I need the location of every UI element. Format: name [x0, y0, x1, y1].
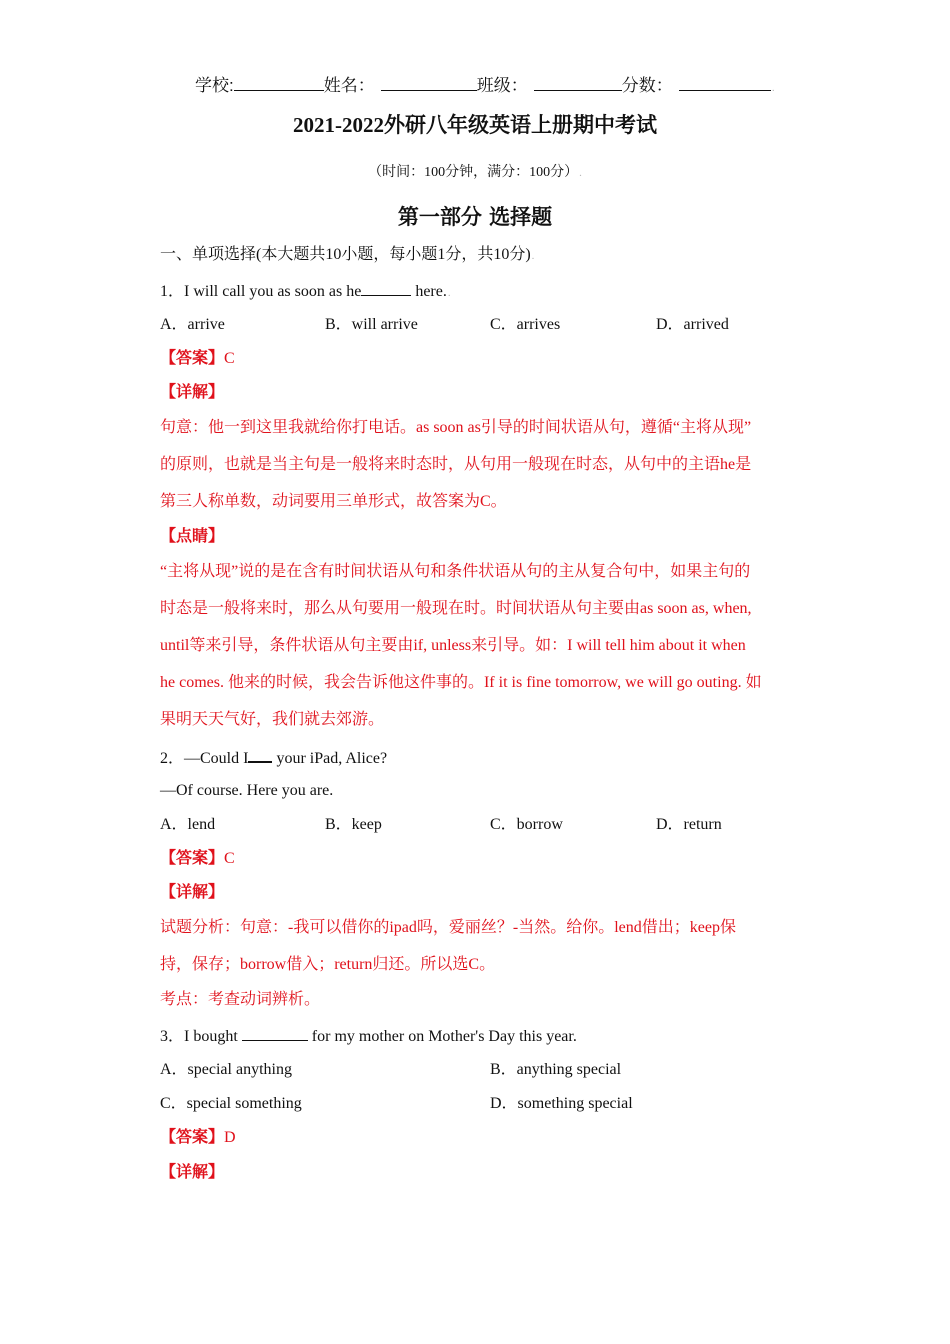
- tips-label: 【点睛】: [160, 528, 225, 545]
- paragraph-mark: .: [579, 167, 582, 179]
- q1-tips-line: “主将从现”说的是在含有时间状语从句和条件状语从句的主从复合句中，如果主句的: [160, 563, 751, 580]
- q2-stem: [160, 745, 387, 770]
- paragraph-mark: .: [531, 250, 535, 262]
- q2-point: 考点：考查动词辨析。: [160, 991, 321, 1008]
- q1-option-a[interactable]: A．arrive: [160, 316, 225, 333]
- q2-blank[interactable]: [248, 745, 272, 763]
- section-title-text: 一、单项选择(本大题共10小题，每小题1分，共10分): [160, 246, 531, 263]
- answer-label: 【答案】: [160, 350, 225, 367]
- class-label: 班级：: [476, 76, 528, 95]
- part-title: 第一部分 选择题: [397, 205, 553, 229]
- q1-option-b[interactable]: B．will arrive: [325, 316, 418, 333]
- q1-stem: [160, 279, 451, 304]
- q2-stem-before: 2．—Could I: [160, 750, 249, 767]
- paragraph-mark: .: [447, 287, 451, 299]
- answer-label: 【答案】: [160, 850, 225, 867]
- q1-stem-after: here.: [411, 283, 447, 300]
- paragraph-mark: .: [771, 82, 775, 94]
- q1-blank[interactable]: [361, 279, 411, 296]
- q1-answer-value: C: [224, 350, 235, 367]
- school-blank[interactable]: [234, 74, 324, 91]
- analysis-label: 【详解】: [160, 884, 225, 901]
- q3-blank[interactable]: [242, 1024, 308, 1041]
- q1-answer: [160, 348, 235, 370]
- q2-option-c[interactable]: C．borrow: [490, 816, 563, 833]
- q2-answer: [160, 848, 235, 870]
- q1-tips-line: 果明天天气好，我们就去郊游。: [160, 711, 385, 728]
- q1-option-d[interactable]: D．arrived: [656, 316, 729, 333]
- student-info-line: [195, 74, 775, 99]
- q2-analysis-label: [160, 882, 224, 904]
- q2-analysis-line: 持，保存；borrow借入；return归还。所以选C。: [160, 956, 496, 973]
- q2-answer-value: C: [224, 850, 235, 867]
- exam-title: 2021-2022外研八年级英语上册期中考试: [293, 113, 657, 137]
- q3-stem: [160, 1024, 577, 1048]
- q2-stem-after: your iPad, Alice?: [272, 750, 388, 767]
- q1-tips-label: [160, 526, 224, 548]
- q2-option-b[interactable]: B．keep: [325, 816, 382, 833]
- q1-tips-line: until等来引导，条件状语从句主要由if, unless来引导。如：I will tell him about it when: [160, 637, 746, 654]
- name-blank[interactable]: [381, 74, 477, 91]
- q3-stem-before: 3．I bought: [160, 1028, 242, 1045]
- q3-option-a[interactable]: A．special anything: [160, 1061, 292, 1078]
- section-title: [160, 244, 534, 267]
- q1-analysis-line: 第三人称单数，动词要用三单形式，故答案为C。: [160, 493, 507, 510]
- analysis-label: 【详解】: [160, 384, 225, 401]
- score-blank[interactable]: [679, 74, 771, 91]
- q1-option-c[interactable]: C．arrives: [490, 316, 561, 333]
- q1-analysis-line: 的原则，也就是当主句是一般将来时态时，从句用一般现在时态，从句中的主语he是: [160, 456, 752, 473]
- q2-option-d[interactable]: D．return: [656, 816, 722, 833]
- exam-subtitle-text: （时间：100分钟，满分：100分）: [368, 165, 579, 180]
- answer-label: 【答案】: [160, 1129, 225, 1146]
- q2-option-a[interactable]: A．lend: [160, 816, 216, 833]
- q2-reply: —Of course. Here you are.: [160, 782, 334, 799]
- q3-option-c[interactable]: C．special something: [160, 1095, 302, 1112]
- q1-tips-line: 时态是一般将来时，那么从句要用一般现在时。时间状语从句主要由as soon as, when,: [160, 600, 752, 617]
- q1-analysis-line: 句意：他一到这里我就给你打电话。as soon as引导的时间状语从句，遵循“主将从现”: [160, 419, 752, 436]
- q2-analysis-line: 试题分析：句意：-我可以借你的ipad吗，爱丽丝？-当然。给你。lend借出；keep保: [160, 919, 736, 936]
- school-label: 学校:: [195, 76, 234, 95]
- q3-stem-after: for my mother on Mother's Day this year.: [307, 1028, 577, 1045]
- class-blank[interactable]: [534, 74, 622, 91]
- q1-analysis-label: [160, 382, 224, 404]
- q3-option-d[interactable]: D．something special: [490, 1095, 633, 1112]
- q3-answer: [160, 1127, 236, 1149]
- q1-stem-before: 1．I will call you as soon as he: [160, 283, 362, 300]
- name-label: 姓名：: [323, 76, 375, 95]
- score-label: 分数：: [621, 76, 673, 95]
- q3-option-b[interactable]: B．anything special: [490, 1061, 622, 1078]
- analysis-label: 【详解】: [160, 1164, 225, 1181]
- exam-subtitle: [0, 162, 950, 184]
- q3-answer-value: D: [224, 1129, 236, 1146]
- q1-tips-line: he comes. 他来的时候，我会告诉他这件事的。If it is fine tomorrow, we will go outing. 如: [160, 674, 762, 691]
- q3-analysis-label: [160, 1162, 224, 1184]
